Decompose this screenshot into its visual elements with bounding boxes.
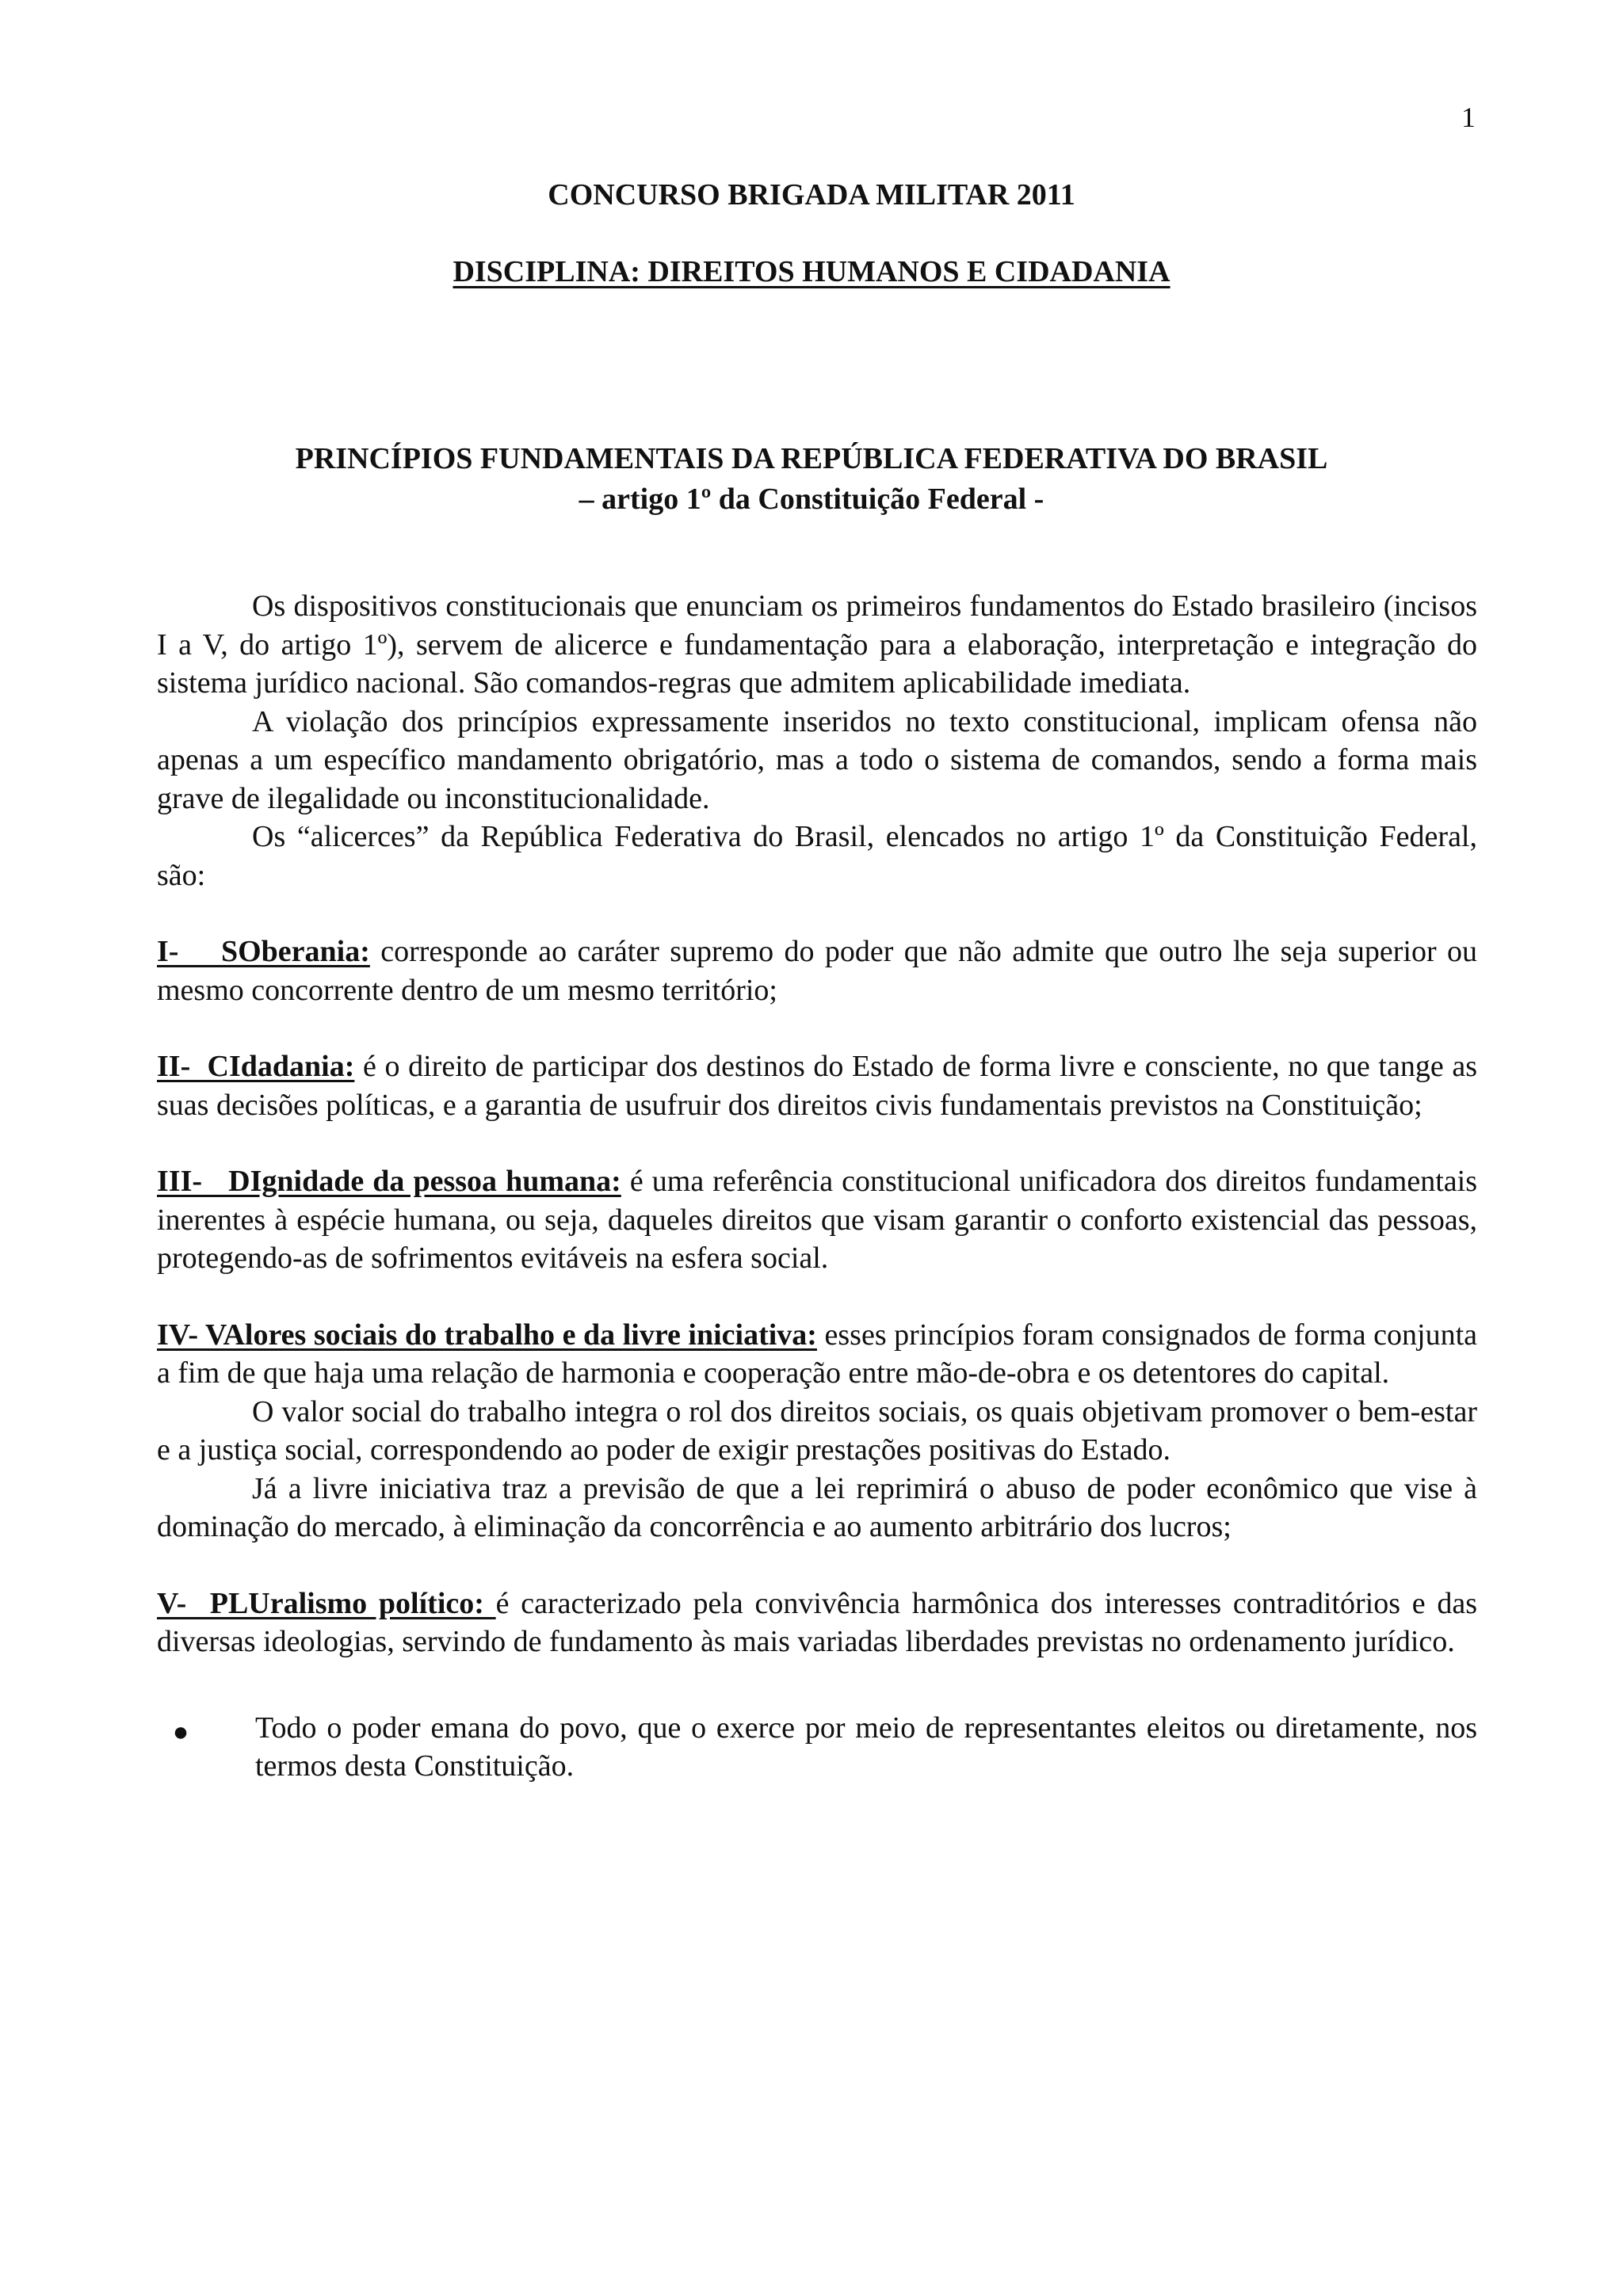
principle-text: é uma referência constitucional unificadora dos direitos fundamentais inerentes à espécie humana, ou seja, daqueles direitos que visam garantir o conforto existencial das pessoas, protegendo-as de sofrimentos evitáveis na esfera social. [157,1165,1478,1275]
principle-item-soberania [157,933,1477,1009]
principle-text: corresponde ao caráter supremo do poder que não admite que outro lhe seja superior ou mesmo concorrente dentro de um mesmo território; [157,935,1477,1007]
principle-item-valores [157,1316,1477,1393]
principle-item-dignidade [157,1162,1477,1278]
principle-head: V- PLUralismo político: [157,1586,496,1620]
intro-paragraph: Os dispositivos constitucionais que enunciam os primeiros fundamentos do Estado brasileiro (incisos I a V, do artigo 1º), servem de alicerce e fundamentação para a elaboração, interpretação e integração do sistema jurídico nacional. São comandos-regras que admitem aplicabilidade imediata. [157,589,1477,700]
principle-extra-paragraph: Já a livre iniciativa traz a previsão de que a lei reprimirá o abuso de poder econômico que vise à dominação do mercado, à eliminação da concorrência e ao aumento arbitrário dos lucros; [157,1471,1477,1543]
principle-head: IV- VAlores sociais do trabalho e da livre iniciativa: [157,1318,817,1352]
principle-text: é o direito de participar dos destinos do Estado de forma livre e consciente, no que tange as suas decisões políticas, e a garantia de usufruir dos direitos civis fundamentais previstos na Constituição; [157,1050,1478,1122]
principle-text: é caracterizado pela convivência harmônica dos interesses contraditórios e das diversas ideologias, servindo de fundamento às mais variadas liberdades previstas no ordenamento jurídico. [157,1586,1477,1658]
spacer [157,1547,1477,1585]
spacer [157,894,1477,933]
spacer [157,1009,1477,1047]
principle-item-pluralismo [157,1585,1477,1661]
principle-item-cidadania [157,1047,1477,1124]
section-title: PRINCÍPIOS FUNDAMENTAIS DA REPÚBLICA FEDERATIVA DO BRASIL [295,442,1328,475]
document-body [157,587,1477,1786]
intro-paragraph: Os “alicerces” da República Federativa do Brasil, elencados no artigo 1º da Constituição Federal, são: [157,820,1477,892]
principle-head: III- DIgnidade da pessoa humana: [157,1165,621,1198]
bullet-dot-icon: ● [172,1717,189,1747]
intro-paragraph: A violação dos princípios expressamente inseridos no texto constitucional, implicam ofensa não apenas a um específico mandamento obrigatório, mas a todo o sistema de comandos, sendo a forma mais grave de ilegalidade ou inconstitucionalidade. [157,704,1477,815]
principle-text: esses princípios foram consignados de forma conjunta a fim de que haja uma relação de harmonia e cooperação entre mão-de-obra e os detentores do capital. [157,1318,1478,1390]
page-number: 1 [1461,101,1476,133]
principle-head: II- CIdadania: [157,1050,355,1083]
bullet-item [172,1709,1477,1786]
spacer [157,1124,1477,1162]
discipline-title: DISCIPLINA: DIREITOS HUMANOS E CIDADANIA [453,255,1170,288]
bullet-text: Todo o poder emana do povo, que o exerce por meio de representantes eleitos ou diretamente, nos termos desta Constituição. [255,1711,1477,1783]
principle-extra-paragraph: O valor social do trabalho integra o rol dos direitos sociais, os quais objetivam promover o bem-estar e a justiça social, correspondendo ao poder de exigir prestações positivas do Estado. [157,1394,1477,1466]
exam-title: CONCURSO BRIGADA MILITAR 2011 [548,178,1075,212]
principle-head: I- SOberania: [157,935,370,968]
spacer [157,1661,1477,1709]
section-subtitle: – artigo 1º da Constituição Federal - [579,482,1044,516]
spacer [157,1278,1477,1316]
